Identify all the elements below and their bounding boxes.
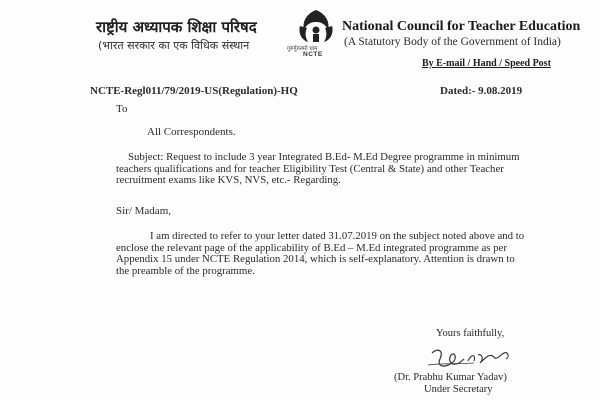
delivery-mode: By E-mail / Hand / Speed Post bbox=[422, 58, 551, 69]
logo-hindi-text: गुरुर्गुरुतमो धाम bbox=[287, 46, 318, 52]
logo-abbreviation: NCTE bbox=[303, 51, 323, 58]
addressee: All Correspondents. bbox=[147, 126, 236, 138]
signatory-name: (Dr. Prabhu Kumar Yadav) bbox=[394, 372, 507, 383]
salutation: Sir/ Madam, bbox=[116, 205, 171, 217]
hindi-org-name: राष्ट्रीय अध्यापक शिक्षा परिषद bbox=[96, 18, 257, 36]
body-paragraph bbox=[116, 231, 524, 277]
subject-line: teachers qualifications and for teacher Eligibility Test (Central & State) and other Teacher bbox=[116, 162, 504, 175]
subject-line: recruitment exams like KVS, NVS, etc.- Regarding. bbox=[116, 174, 341, 186]
body-line: Appendix 15 under NCTE Regulation 2014, which is self-explanatory. Attention is drawn to bbox=[116, 253, 515, 265]
english-org-name: National Council for Teacher Education bbox=[342, 19, 581, 34]
body-line: I am directed to refer to your letter dated 31.07.2019 on the subject noted above and to bbox=[150, 230, 525, 242]
body-line: the preamble of the programme. bbox=[116, 264, 255, 277]
hindi-org-subtitle: (भारत सरकार का एक विधिक संस्थान bbox=[98, 39, 250, 52]
reference-number: NCTE-Regl011/79/2019-US(Regulation)-HQ bbox=[90, 85, 298, 97]
letter-date: Dated:- 9.08.2019 bbox=[440, 85, 523, 97]
handwritten-signature bbox=[424, 343, 524, 375]
yours-faithfully: Yours faithfully, bbox=[436, 328, 505, 339]
body-line: enclose the relevant page of the applicability of B.Ed – M.Ed integrated programme as per bbox=[116, 241, 507, 254]
signatory-designation: Under Secretary bbox=[424, 384, 493, 395]
english-org-subtitle: (A Statutory Body of the Government of India) bbox=[344, 36, 561, 48]
to-label: To bbox=[116, 103, 128, 115]
subject-line: Subject: Request to include 3 year Integrated B.Ed- M.Ed Degree programme in minimum bbox=[128, 151, 520, 163]
subject-block bbox=[116, 152, 520, 187]
